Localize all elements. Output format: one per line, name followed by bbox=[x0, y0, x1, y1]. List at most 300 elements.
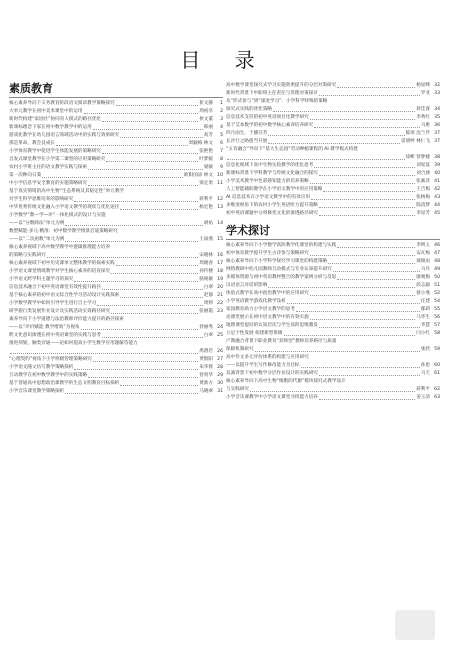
toc-entry bbox=[226, 146, 440, 154]
toc-entry-title: 那是革命，教会良成长 bbox=[9, 141, 55, 146]
toc-entry-author: 白翠 bbox=[203, 285, 213, 290]
toc-entry bbox=[9, 140, 223, 148]
toc-entry-title: 小学音乐课教学中小学语文课堂寻找能力培养 bbox=[226, 395, 318, 400]
toc-entry bbox=[9, 100, 223, 108]
toc-entry-author: 马晓翠 bbox=[199, 389, 213, 394]
toc-entry-title: 保障机制研究 bbox=[226, 347, 254, 352]
right-column bbox=[226, 82, 440, 402]
toc-entry-title: 地理课堂提问的认知层次与学生高阶思维激发 bbox=[226, 323, 318, 328]
toc-leader-dots bbox=[42, 177, 183, 178]
toc-entry-author: 李秀红 bbox=[416, 115, 430, 120]
toc-entry bbox=[226, 378, 440, 386]
toc-entry-title: ——以“评价赋能 教学增效”为视角 bbox=[9, 325, 80, 330]
toc-entry-page: 48 bbox=[434, 259, 440, 264]
toc-entry-title: 高中数学课堂探究式学习实施效果提升的分层对策研究 bbox=[226, 83, 337, 88]
toc-entry bbox=[226, 122, 440, 130]
toc-entry-page: 8 bbox=[220, 157, 223, 162]
toc-entry bbox=[9, 156, 223, 164]
toc-entry-author: 郝俊雨 bbox=[416, 259, 430, 264]
toc-entry-author: 李显芳 bbox=[416, 211, 430, 216]
toc-entry-author: 欧阳国添 林文 bbox=[183, 173, 213, 178]
toc-entry-title: 大单元教学在初中美术课堂中的运用 bbox=[9, 109, 83, 114]
toc-entry-page: 39 bbox=[434, 163, 440, 168]
toc-entry-title: ——以提升学生写作修改能力为目标 bbox=[226, 363, 300, 368]
toc-entry-page: 31 bbox=[217, 389, 223, 394]
toc-entry-title: 核心素养导向下义务教育阶段语文阅读教学策略探究 bbox=[9, 101, 115, 106]
toc-entry-page: 5 bbox=[220, 133, 223, 138]
toc-leader-dots bbox=[120, 209, 198, 210]
toc-entry-author: 王雨燕 bbox=[199, 237, 213, 242]
toc-leader-dots bbox=[111, 273, 198, 274]
toc-entry bbox=[9, 292, 223, 300]
toc-entry-page: 24 bbox=[217, 325, 223, 330]
toc-entry-author: 黄新方 bbox=[199, 381, 213, 386]
toc-entry-author: 马天 bbox=[420, 371, 430, 376]
section-heading-quality-education: 素质教育 bbox=[9, 82, 223, 98]
toc-entry-title: 核心素养导向下高中生物“细胞的代谢”模块探究式教学设计 bbox=[226, 379, 346, 384]
toc-entry-title: 探究式实践的优化策略 bbox=[226, 107, 272, 112]
toc-entry-title: 的策略与实践研究 bbox=[9, 253, 46, 258]
toc-entry-page: 43 bbox=[434, 195, 440, 200]
toc-entry-page: 46 bbox=[434, 243, 440, 248]
toc-leader-dots bbox=[74, 201, 198, 202]
toc-entry-author: 刘合涵 bbox=[416, 171, 430, 176]
toc-entry-title: 与实践研究 bbox=[226, 387, 249, 392]
toc-entry-author: 赵郁 bbox=[203, 293, 213, 298]
toc-entry-page: 35 bbox=[434, 115, 440, 120]
toc-entry bbox=[9, 204, 223, 212]
toc-leader-dots bbox=[319, 175, 415, 176]
toc-entry-page: 54 bbox=[434, 299, 440, 304]
toc-entry-page: 22 bbox=[217, 301, 223, 306]
toc-entry-title: 小学语文课堂情境教学对学生核心素养的培育探究 bbox=[9, 269, 111, 274]
toc-entry-author: 张艳艳 bbox=[199, 149, 213, 154]
toc-entry-page: 63 bbox=[434, 395, 440, 400]
toc-entry-page: 62 bbox=[434, 387, 440, 392]
toc-entry bbox=[9, 188, 223, 196]
toc-entry-page: 1 bbox=[220, 101, 223, 106]
toc-leader-dots bbox=[337, 279, 415, 280]
toc-leader-dots bbox=[301, 367, 420, 368]
toc-entry-author: 韩丽 bbox=[203, 125, 213, 130]
toc-entry-page: 13 bbox=[217, 205, 223, 210]
toc-leader-dots bbox=[227, 159, 405, 160]
toc-entry-author: 张素萍 bbox=[416, 179, 430, 184]
toc-leader-dots bbox=[284, 335, 416, 336]
toc-entry-title: 立足个性发展 构建新型班级 bbox=[226, 331, 283, 336]
toc-entry-title: 信息技术融合下初中英语课堂有效性提升路径 bbox=[9, 285, 101, 290]
toc-entry bbox=[226, 186, 440, 194]
toc-entry-title: 小学语文随文仿写教学策略探析 bbox=[9, 365, 74, 370]
toc-entry bbox=[9, 172, 223, 180]
toc-entry-author: 蔡小燕 bbox=[416, 291, 430, 296]
toc-entry-author: 张杨梅 bbox=[416, 195, 430, 200]
toc-entry-author: 马华生 bbox=[416, 315, 430, 320]
toc-leader-dots bbox=[120, 385, 198, 386]
toc-entry bbox=[9, 124, 223, 132]
toc-list-right-top bbox=[226, 82, 440, 218]
toc-entry-page: 4 bbox=[220, 125, 223, 130]
toc-entry-title: ——以“二次函数”单元为例 bbox=[9, 237, 65, 242]
toc-leader-dots bbox=[328, 263, 415, 264]
toc-entry-title: 四月雨生，于播芬芳 bbox=[226, 131, 268, 136]
toc-entry-title: 农村小学班主任的语文教学实践与探索 bbox=[9, 165, 88, 170]
toc-leader-dots bbox=[102, 121, 198, 122]
toc-leader-dots bbox=[56, 145, 188, 146]
toc-entry-author: 陈清梦 bbox=[416, 203, 430, 208]
toc-entry bbox=[9, 108, 223, 116]
toc-entry bbox=[226, 386, 440, 394]
toc-entry-title: “五育融合”导向下“基大生态园”劳动种植课程的 AI 教学模式构建 bbox=[226, 147, 358, 152]
toc-entry bbox=[226, 370, 440, 378]
toc-entry bbox=[226, 314, 440, 322]
toc-entry-title: 数塑赋能·多元·精准：初中数学教学情景启迪策略研究 bbox=[9, 229, 118, 234]
toc-entry bbox=[226, 250, 440, 258]
toc-leader-dots bbox=[337, 87, 415, 88]
toc-entry-title: 从“形式参与”到“深度学习”：小学科学特殊的策略 bbox=[226, 99, 328, 104]
toc-entry-title: 素养导向下小学道德与法治教师评价能力提升的路径探索 bbox=[9, 317, 124, 322]
toc-entry bbox=[9, 268, 223, 276]
toc-entry-page: 14 bbox=[217, 221, 223, 226]
toc-leader-dots bbox=[319, 207, 415, 208]
toc-entry-author: 杨星峰 bbox=[416, 83, 430, 88]
toc-entry-author: 徐彬 曾梦婕 bbox=[405, 155, 430, 160]
toc-entry-author: 陈瑶 沈兰芹 bbox=[405, 131, 430, 136]
toc-entry-title: 论课堂展示在初中语文教学中的有效实施 bbox=[226, 315, 309, 320]
toc-entry-author: 任建 bbox=[420, 299, 430, 304]
toc-entry-title: 新课标理念下家在初中数学教学中的运用 bbox=[9, 125, 92, 130]
toc-leader-dots bbox=[93, 361, 198, 362]
toc-entry-author: 梁敏 bbox=[203, 165, 213, 170]
toc-entry-page: 50 bbox=[434, 275, 440, 280]
toc-entry-title: 汉语语言对话的影响 bbox=[226, 283, 268, 288]
toc-entry bbox=[9, 340, 223, 348]
toc-entry-page: 32 bbox=[434, 83, 440, 88]
toc-entry-page: 21 bbox=[217, 293, 223, 298]
toc-entry bbox=[226, 178, 440, 186]
toc-leader-dots bbox=[250, 391, 415, 392]
toc-entry bbox=[9, 348, 223, 356]
toc-entry-title: 小学体育教学中促进学生体能发展的策略研究 bbox=[9, 149, 101, 154]
toc-entry-title: AI 信息技术在小学语文教学中的有效应用 bbox=[226, 195, 311, 200]
toc-entry-title: 产教融合背景下职业教育“双师型”教师培养路径与质量 bbox=[226, 339, 337, 344]
toc-leader-dots bbox=[319, 399, 415, 400]
toc-entry bbox=[226, 306, 440, 314]
toc-entry-title: 新时代背景下中职班主任责任与管理对策探讨 bbox=[226, 91, 318, 96]
toc-entry-title: 小学语文跨学科主题学习的探究 bbox=[9, 277, 74, 282]
toc-entry-author: 闫小红 bbox=[416, 331, 430, 336]
toc-entry-author: 马惠 bbox=[420, 123, 430, 128]
toc-entry-page: 12 bbox=[217, 197, 223, 202]
toc-entry bbox=[226, 290, 440, 298]
toc-entry-title: 小学美术教学中色彩感知能力的培养策略 bbox=[226, 179, 309, 184]
toc-entry-page: 10 bbox=[217, 173, 223, 178]
toc-entry-title: 新时代构建“家园社”协同育人模式的路径优化 bbox=[9, 117, 102, 122]
toc-leader-dots bbox=[333, 271, 420, 272]
toc-leader-dots bbox=[319, 327, 420, 328]
toc-leader-dots bbox=[310, 119, 416, 120]
toc-entry-page: 45 bbox=[434, 211, 440, 216]
toc-entry-title: 小学音乐课堂教学策略探析 bbox=[9, 389, 65, 394]
toc-leader-dots bbox=[97, 305, 203, 306]
toc-entry bbox=[9, 244, 223, 252]
toc-entry-page: 51 bbox=[434, 283, 440, 288]
toc-entry-author: 蒋利平 bbox=[199, 197, 213, 202]
toc-entry-page: 11 bbox=[217, 181, 223, 186]
toc-entry-page: 37 bbox=[434, 131, 440, 136]
toc-leader-dots bbox=[88, 169, 203, 170]
toc-entry-author: 李慧 bbox=[420, 323, 430, 328]
toc-entry bbox=[226, 298, 440, 306]
toc-entry-page: 44 bbox=[434, 203, 440, 208]
toc-entry-page: 61 bbox=[434, 371, 440, 376]
toc-entry-author: 曾丽秀 bbox=[199, 325, 213, 330]
toc-entry bbox=[226, 330, 440, 338]
toc-entry-page: 23 bbox=[217, 309, 223, 314]
toc-entry-author: 杨宏艳 bbox=[199, 205, 213, 210]
toc-entry bbox=[9, 276, 223, 284]
toc-entry-page: 40 bbox=[434, 171, 440, 176]
toc-entry bbox=[9, 364, 223, 372]
toc-entry-page: 29 bbox=[217, 373, 223, 378]
toc-entry-page: 34 bbox=[434, 107, 440, 112]
toc-leader-dots bbox=[74, 281, 198, 282]
toc-entry bbox=[226, 194, 440, 202]
toc-entry-title: 初中体育教学提升学生古诗参与策略研究 bbox=[226, 251, 309, 256]
toc-entry-title: 中华优秀传统文化融入小学语文教学的现状与优化途径 bbox=[9, 205, 120, 210]
toc-entry-title: 对学生科学思维培养的影响研究 bbox=[9, 197, 74, 202]
toc-entry-author: 鄢莉 bbox=[420, 307, 430, 312]
toc-entry-title: 互动教学在初中数学教学中的实践策略 bbox=[9, 373, 88, 378]
toc-leader-dots bbox=[81, 329, 199, 330]
toc-entry-page: 3 bbox=[220, 117, 223, 122]
toc-entry-author: 曾勇华 bbox=[199, 373, 213, 378]
toc-entry-author: 王吉梅 bbox=[416, 187, 430, 192]
toc-entry-author: 侯文董 bbox=[199, 117, 213, 122]
toc-leader-dots bbox=[65, 225, 203, 226]
toc-entry bbox=[9, 300, 223, 308]
toc-entry-page: 26 bbox=[217, 349, 223, 354]
toc-entry bbox=[9, 316, 223, 324]
toc-list-left bbox=[9, 100, 223, 396]
toc-entry-page: 28 bbox=[217, 365, 223, 370]
left-column bbox=[9, 82, 223, 396]
toc-entry-page: 55 bbox=[434, 307, 440, 312]
toc-entry bbox=[9, 220, 223, 228]
toc-entry-author: 廖观梅 bbox=[416, 275, 430, 280]
toc-entry-title: 家园教育助力小学语文教学的思考 bbox=[226, 307, 295, 312]
toc-entry-title: 长沙行之路值当开展 bbox=[226, 139, 268, 144]
toc-entry-title: 多媒体资源与初中英语教材整合的教学案例分析与反思 bbox=[226, 275, 337, 280]
toc-entry bbox=[226, 346, 440, 354]
toc-entry-title: 新课标背景下学科教学与传统文化融合的探究 bbox=[226, 171, 318, 176]
toc-entry-page: 37 bbox=[434, 139, 440, 144]
toc-entry-title: 双减背景下初中数学分层作业设计的实践研究 bbox=[226, 371, 318, 376]
toc-entry-author: 孙传楼 bbox=[199, 269, 213, 274]
toc-entry-author: 张欣 bbox=[420, 347, 430, 352]
toc-entry bbox=[226, 354, 440, 362]
toc-entry-author: 雷僖婷 林仁飞 bbox=[400, 139, 430, 144]
toc-entry bbox=[9, 180, 223, 188]
toc-entry bbox=[9, 164, 223, 172]
toc-entry-page: 52 bbox=[434, 291, 440, 296]
toc-entry bbox=[9, 236, 223, 244]
toc-entry bbox=[226, 338, 440, 346]
toc-leader-dots bbox=[311, 199, 415, 200]
toc-entry bbox=[9, 356, 223, 364]
toc-leader-dots bbox=[319, 95, 420, 96]
toc-leader-dots bbox=[74, 369, 198, 370]
toc-entry-author: 梁定勇 bbox=[199, 181, 213, 186]
toc-entry-author: 安瓦梅 bbox=[416, 251, 430, 256]
toc-entry bbox=[9, 228, 223, 236]
toc-leader-dots bbox=[111, 313, 198, 314]
toc-entry bbox=[226, 114, 440, 122]
toc-entry-title: 基于核心素养的初中语文综合性学习活动设计实践探索 bbox=[9, 293, 120, 298]
toc-entry bbox=[226, 138, 440, 146]
toc-entry bbox=[9, 196, 223, 204]
toc-entry bbox=[226, 130, 440, 138]
toc-leader-dots bbox=[93, 129, 203, 130]
toc-entry bbox=[9, 372, 223, 380]
toc-entry bbox=[226, 242, 440, 250]
toc-entry-page: 36 bbox=[434, 123, 440, 128]
toc-entry-title: 核心素养导向下小学数学高阶教学化课堂的构建与实践 bbox=[226, 243, 337, 248]
toc-entry-title: 第一次种向日葵 bbox=[9, 173, 42, 178]
toc-entry-author: 宋晓林 bbox=[199, 253, 213, 258]
toc-leader-dots bbox=[268, 143, 400, 144]
toc-entry-page: 57 bbox=[434, 323, 440, 328]
toc-entry-page: 17 bbox=[217, 261, 223, 266]
toc-entry-page: 19 bbox=[217, 277, 223, 282]
toc-entry bbox=[226, 98, 440, 106]
toc-entry-page: 16 bbox=[217, 253, 223, 258]
toc-entry-author: 刘家宴 bbox=[416, 163, 430, 168]
toc-entry-page: 30 bbox=[217, 381, 223, 386]
toc-leader-dots bbox=[47, 257, 198, 258]
toc-entry bbox=[9, 284, 223, 292]
toc-entry-author: 蒋利平 bbox=[416, 387, 430, 392]
toc-entry-page: 2 bbox=[220, 109, 223, 114]
toc-leader-dots bbox=[120, 297, 203, 298]
toc-entry bbox=[226, 266, 440, 274]
toc-entry-author: 朱华蓉 bbox=[199, 365, 213, 370]
toc-entry-author: 周颖梅 林文 bbox=[188, 141, 213, 146]
toc-leader-dots bbox=[84, 113, 199, 114]
toc-entry-page: 58 bbox=[434, 331, 440, 336]
toc-entry bbox=[226, 362, 440, 370]
toc-entry bbox=[226, 210, 440, 218]
toc-leader-dots bbox=[273, 111, 415, 112]
toc-leader-dots bbox=[310, 295, 416, 296]
toc-entry-title: 小学数学“教—学—评”一体化模式的设计与实施 bbox=[9, 213, 106, 218]
toc-leader-dots bbox=[116, 105, 199, 106]
toc-entry-author: 崔文静 bbox=[199, 101, 213, 106]
toc-entry bbox=[9, 116, 223, 124]
toc-entry bbox=[226, 202, 440, 210]
toc-entry-title: 人工智能辅助教学在小学语文教学中的应用策略 bbox=[226, 187, 323, 192]
toc-entry bbox=[226, 170, 440, 178]
toc-entry-title: “心理契约”视角下小学班级管理策略研究 bbox=[9, 357, 92, 362]
toc-entry-title: 研学旅行类发展作业设计及实践活动实效路径研究 bbox=[9, 309, 111, 314]
toc-entry-author: 骆俊敏 bbox=[199, 277, 213, 282]
toc-entry-title: 高中作文多元评价体系的构建与应用研究 bbox=[226, 355, 309, 360]
toc-entry-title: 基于艾本数学的初中数学核心素养培养研究 bbox=[226, 123, 314, 128]
toc-entry-page: 20 bbox=[217, 285, 223, 290]
toc-leader-dots bbox=[120, 137, 203, 138]
toc-leader-dots bbox=[296, 311, 420, 312]
toc-entry bbox=[9, 324, 223, 332]
toc-entry-title: 核心素养视域下高中数学教学中逻辑推理能力培养 bbox=[9, 245, 111, 250]
toc-leader-dots bbox=[10, 353, 198, 354]
toc-entry-title: 体验式教学在高中政治教学中的应用研究 bbox=[226, 291, 309, 296]
toc-leader-dots bbox=[116, 265, 199, 266]
toc-entry bbox=[226, 162, 440, 170]
toc-entry-page: 18 bbox=[217, 269, 223, 274]
toc-entry bbox=[9, 252, 223, 260]
page-corner-sticker bbox=[395, 610, 435, 640]
toc-entry bbox=[9, 388, 223, 396]
toc-entry bbox=[9, 132, 223, 140]
toc-entry-author: 段志毅 bbox=[416, 283, 430, 288]
toc-entry-title: 信息化视域下高中生物实验教学的优化思考 bbox=[226, 163, 314, 168]
toc-entry-author: 禹潜若 bbox=[199, 349, 213, 354]
toc-entry-page: 41 bbox=[434, 179, 440, 184]
toc-entry-title: 网络教研中幼儿园教师互动模式与专业认知提升研究 bbox=[226, 267, 332, 272]
toc-list-right-bottom bbox=[226, 242, 440, 402]
toc-entry-page: 9 bbox=[220, 165, 223, 170]
toc-entry-title: 跨文化意识渗透在初中英语课堂的实践与思考 bbox=[9, 333, 101, 338]
toc-entry-author: 罗亚 bbox=[420, 91, 430, 96]
toc-entry-author: 白翠 bbox=[203, 333, 213, 338]
toc-entry-author: 孙思 bbox=[420, 363, 430, 368]
toc-leader-dots bbox=[314, 127, 420, 128]
toc-entry-title: 小学数学教学中如何引导学生进行自主学习 bbox=[9, 301, 97, 306]
toc-entry-page: 47 bbox=[434, 251, 440, 256]
toc-leader-dots bbox=[287, 303, 420, 304]
toc-entry bbox=[9, 308, 223, 316]
toc-entry-page: 27 bbox=[217, 357, 223, 362]
toc-leader-dots bbox=[88, 185, 198, 186]
toc-leader-dots bbox=[319, 375, 420, 376]
toc-entry-title: 核心素养导向下小学科学探究学习课堂的构建策略 bbox=[226, 259, 328, 264]
toc-entry-page: 49 bbox=[434, 267, 440, 272]
toc-leader-dots bbox=[268, 135, 404, 136]
toc-entry bbox=[226, 154, 440, 162]
toc-entry-author: 周则 bbox=[203, 301, 213, 306]
toc-entry bbox=[9, 212, 223, 220]
toc-entry bbox=[226, 282, 440, 290]
toc-entry-author: 马丹 bbox=[420, 267, 430, 272]
toc-leader-dots bbox=[65, 393, 198, 394]
toc-entry-author: 高芳 bbox=[203, 133, 213, 138]
toc-entry bbox=[226, 258, 440, 266]
toc-entry-title: 自发式课堂教学在小学第二课型的应用策略研究 bbox=[9, 157, 106, 162]
toc-entry-title: 初中英语课题中分将修优文化的渗透路径研究 bbox=[226, 211, 318, 216]
toc-entry-page: 56 bbox=[434, 315, 440, 320]
toc-entry-page: 38 bbox=[434, 155, 440, 160]
toc-entry-author: 李明玉 bbox=[416, 243, 430, 248]
toc-entry-author: 张丽霞 bbox=[199, 309, 213, 314]
toc-entry bbox=[9, 148, 223, 156]
toc-leader-dots bbox=[102, 289, 203, 290]
toc-entry-title: 基于普通高中思想政治课教学的生态文明教育目标探析 bbox=[9, 381, 120, 386]
toc-leader-dots bbox=[88, 377, 198, 378]
section-heading-academic-discussion: 学术探讨 bbox=[226, 224, 440, 240]
toc-entry-author: 叶梦媛 bbox=[199, 157, 213, 162]
toc-entry-title: 基于真实情境的高中生物“生态系统及其稳定性”单元教学 bbox=[9, 189, 125, 194]
toc-entry-title: 小学英语教学游戏化教学浅析 bbox=[226, 299, 286, 304]
